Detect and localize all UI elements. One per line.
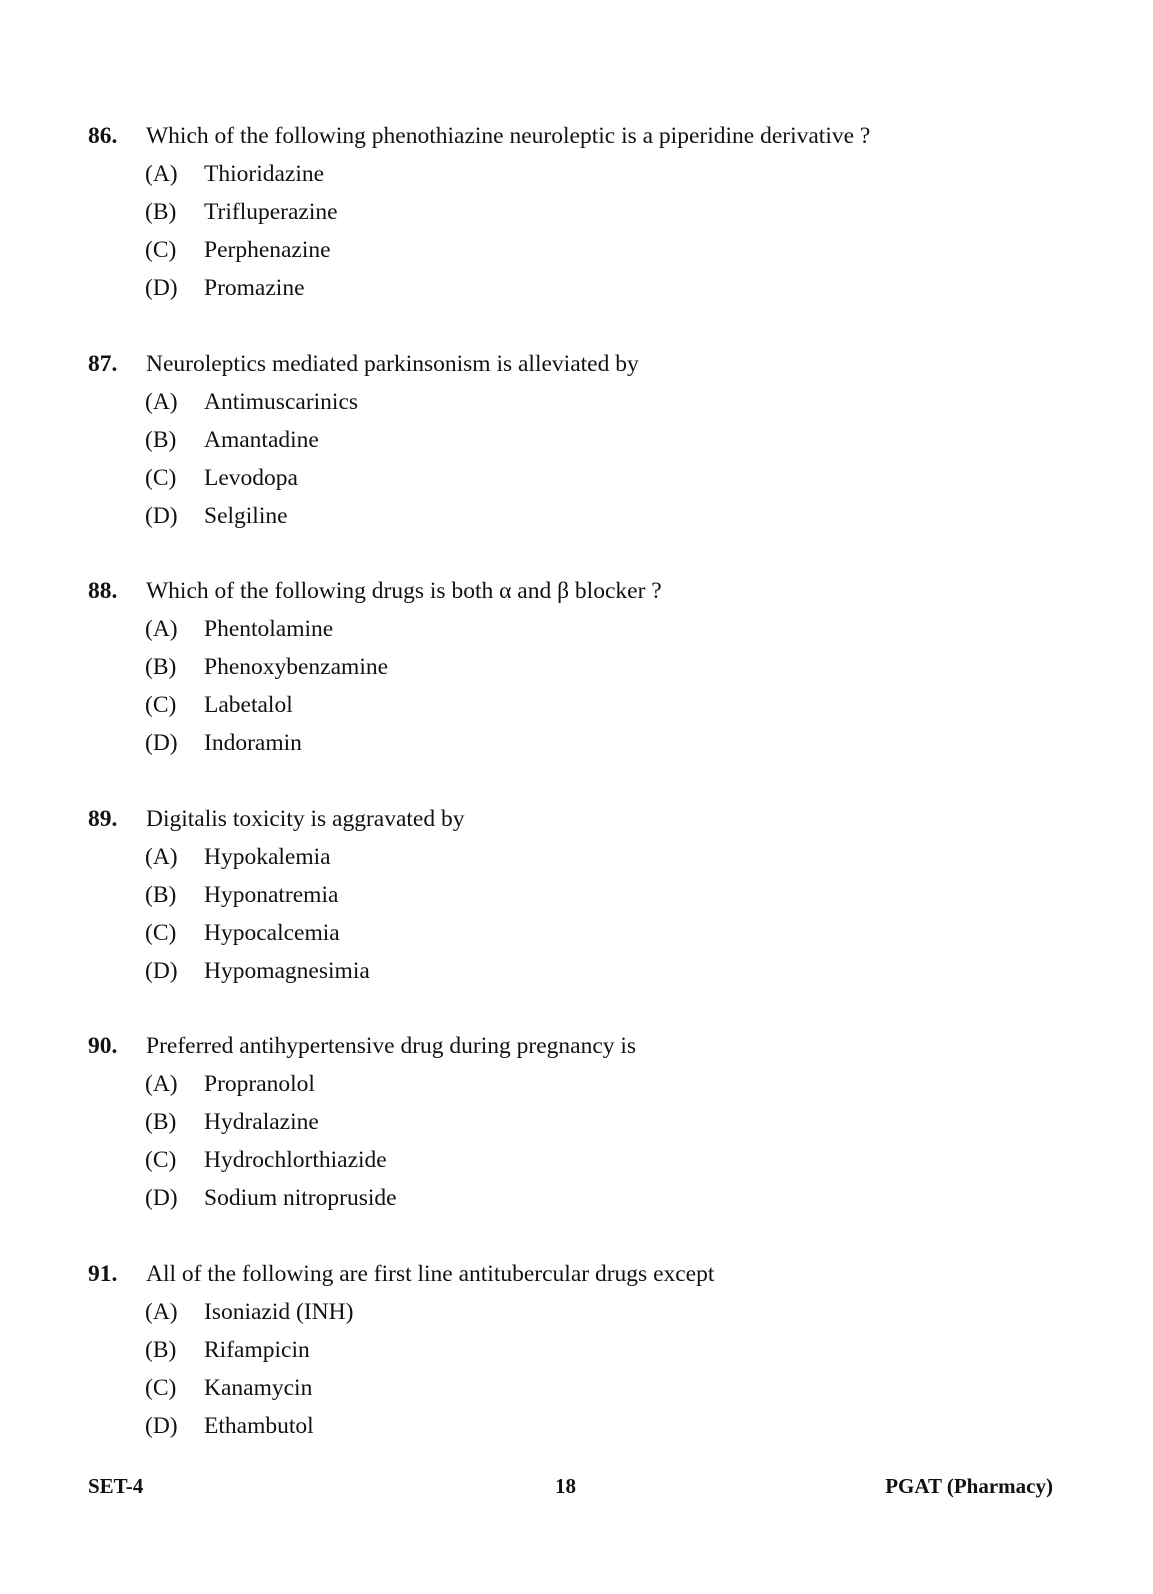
option-b xyxy=(0,1107,1153,1137)
option-text: Hypokalemia xyxy=(204,844,331,870)
set-label: SET-4 xyxy=(88,1474,144,1498)
option-letter: (C) xyxy=(145,1147,177,1173)
option-d xyxy=(0,501,1153,531)
option-letter: (D) xyxy=(145,503,178,529)
option-a xyxy=(0,159,1153,189)
question-number: 90. xyxy=(88,1033,118,1059)
option-text: Sodium nitropruside xyxy=(204,1185,397,1211)
option-letter: (B) xyxy=(145,882,177,908)
option-d xyxy=(0,1183,1153,1213)
question-header xyxy=(0,576,1153,606)
option-text: Indoramin xyxy=(204,730,302,756)
option-a xyxy=(0,1297,1153,1327)
option-c xyxy=(0,235,1153,265)
option-text: Propranolol xyxy=(204,1071,315,1097)
option-c xyxy=(0,690,1153,720)
option-a xyxy=(0,1069,1153,1099)
option-letter: (B) xyxy=(145,427,177,453)
option-d xyxy=(0,956,1153,986)
question-text: Neuroleptics mediated parkinsonism is alleviated by xyxy=(146,351,639,377)
option-text: Labetalol xyxy=(204,692,293,718)
option-letter: (B) xyxy=(145,654,177,680)
option-text: Levodopa xyxy=(204,465,298,491)
option-d xyxy=(0,1411,1153,1441)
option-text: Selgiline xyxy=(204,503,288,529)
question-header xyxy=(0,804,1153,834)
option-letter: (C) xyxy=(145,465,177,491)
question-text: Which of the following drugs is both α and β blocker ? xyxy=(146,578,662,604)
question-header xyxy=(0,1259,1153,1289)
option-letter: (C) xyxy=(145,920,177,946)
option-a xyxy=(0,842,1153,872)
option-text: Kanamycin xyxy=(204,1375,313,1401)
option-text: Perphenazine xyxy=(204,237,331,263)
option-letter: (D) xyxy=(145,958,178,984)
option-text: Thioridazine xyxy=(204,161,325,187)
option-text: Ethambutol xyxy=(204,1413,314,1439)
option-letter: (C) xyxy=(145,237,177,263)
question-header xyxy=(0,349,1153,379)
option-text: Hypocalcemia xyxy=(204,920,340,946)
question-text: Which of the following phenothiazine neuroleptic is a piperidine derivative ? xyxy=(146,123,871,149)
option-text: Hyponatremia xyxy=(204,882,339,908)
option-text: Trifluperazine xyxy=(204,199,338,225)
option-c xyxy=(0,918,1153,948)
page-number: 18 xyxy=(555,1474,576,1498)
option-letter: (A) xyxy=(145,389,178,415)
option-letter: (A) xyxy=(145,616,178,642)
option-text: Phenoxybenzamine xyxy=(204,654,389,680)
option-text: Antimuscarinics xyxy=(204,389,359,415)
option-text: Hypomagnesimia xyxy=(204,958,370,984)
option-b xyxy=(0,425,1153,455)
question-text: All of the following are first line antitubercular drugs except xyxy=(146,1261,715,1287)
option-letter: (D) xyxy=(145,730,178,756)
option-letter: (A) xyxy=(145,844,178,870)
option-text: Hydrochlorthiazide xyxy=(204,1147,387,1173)
option-letter: (D) xyxy=(145,275,178,301)
option-letter: (D) xyxy=(145,1413,178,1439)
page-footer xyxy=(0,1471,1153,1501)
exam-name: PGAT (Pharmacy) xyxy=(885,1474,1053,1498)
option-letter: (B) xyxy=(145,199,177,225)
option-text: Promazine xyxy=(204,275,305,301)
question-header xyxy=(0,1031,1153,1061)
option-c xyxy=(0,1145,1153,1175)
question-header xyxy=(0,121,1153,151)
option-b xyxy=(0,197,1153,227)
question-text: Preferred antihypertensive drug during pregnancy is xyxy=(146,1033,637,1059)
option-a xyxy=(0,614,1153,644)
option-text: Amantadine xyxy=(204,427,319,453)
option-c xyxy=(0,463,1153,493)
option-letter: (B) xyxy=(145,1337,177,1363)
option-letter: (C) xyxy=(145,692,177,718)
option-letter: (B) xyxy=(145,1109,177,1135)
option-b xyxy=(0,652,1153,682)
option-letter: (A) xyxy=(145,161,178,187)
option-letter: (A) xyxy=(145,1071,178,1097)
option-text: Isoniazid (INH) xyxy=(204,1299,354,1325)
option-b xyxy=(0,1335,1153,1365)
option-text: Phentolamine xyxy=(204,616,334,642)
question-number: 86. xyxy=(88,123,118,149)
option-a xyxy=(0,387,1153,417)
option-letter: (A) xyxy=(145,1299,178,1325)
option-d xyxy=(0,728,1153,758)
question-number: 87. xyxy=(88,351,118,377)
question-number: 91. xyxy=(88,1261,118,1287)
option-text: Hydralazine xyxy=(204,1109,319,1135)
option-c xyxy=(0,1373,1153,1403)
question-text: Digitalis toxicity is aggravated by xyxy=(146,806,465,832)
question-number: 88. xyxy=(88,578,118,604)
option-text: Rifampicin xyxy=(204,1337,310,1363)
option-letter: (C) xyxy=(145,1375,177,1401)
option-d xyxy=(0,273,1153,303)
option-b xyxy=(0,880,1153,910)
option-letter: (D) xyxy=(145,1185,178,1211)
question-number: 89. xyxy=(88,806,118,832)
